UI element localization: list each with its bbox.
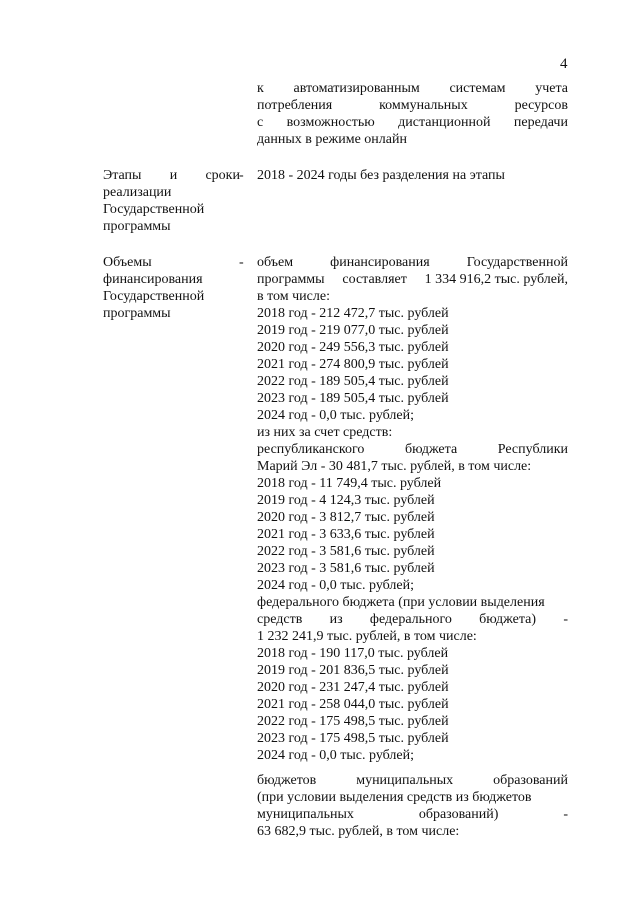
word: Республики [497, 442, 568, 457]
intro-line-4: данных в режиме онлайн [257, 132, 407, 147]
funding-year-line: 2021 год - 3 633,6 тыс. рублей [257, 527, 435, 542]
funding-year-line: 2020 год - 3 812,7 тыс. рублей [257, 510, 435, 525]
word: учета [535, 81, 568, 96]
word: ресурсов [514, 98, 568, 113]
word: составляет [342, 272, 407, 287]
intro-line-3 [257, 114, 568, 131]
word: передачи [513, 115, 568, 130]
word: образований [493, 773, 568, 788]
funding-year-line: 2020 год - 231 247,4 тыс. рублей [257, 680, 449, 695]
word: системам [449, 81, 506, 96]
funding-line: 63 682,9 тыс. рублей, в том числе: [257, 824, 460, 839]
word: Государственной [466, 255, 568, 270]
funding-line: (при условии выделения средств из бюджетов [257, 790, 532, 805]
funding-year-line: 2018 год - 190 117,0 тыс. рублей [257, 646, 449, 661]
word: муниципальных [257, 807, 354, 822]
word: программы [257, 272, 325, 287]
word: бюджета) [479, 612, 537, 627]
funding-year-line: 2024 год - 0,0 тыс. рублей; [257, 578, 415, 593]
word: и [169, 168, 178, 183]
funding-year-line: 2021 год - 258 044,0 тыс. рублей [257, 697, 449, 712]
funding-label-line-4: программы [103, 306, 171, 321]
word: средств [257, 612, 303, 627]
funding-line: федерального бюджета (при условии выделения [257, 595, 545, 610]
word: автоматизированным [293, 81, 420, 96]
word: 1 334 916,2 тыс. рублей, [424, 272, 568, 287]
stages-label-line-2: реализации [103, 185, 172, 200]
funding-line [257, 441, 568, 458]
word: возможностью [286, 115, 375, 130]
word: из [329, 612, 343, 627]
funding-year-line: 2024 год - 0,0 тыс. рублей; [257, 748, 415, 763]
funding-dash: - [239, 255, 244, 270]
funding-line: из них за счет средств: [257, 425, 393, 440]
funding-year-line: 2023 год - 189 505,4 тыс. рублей [257, 391, 449, 406]
page-number: 4 [560, 56, 568, 72]
word: дистанционной [398, 115, 491, 130]
funding-label-line-3: Государственной [103, 289, 205, 304]
word: бюджета [404, 442, 458, 457]
word: Этапы [103, 168, 142, 183]
funding-line: Марий Эл - 30 481,7 тыс. рублей, в том числе: [257, 459, 532, 474]
intro-line-1 [257, 80, 568, 97]
funding-line [257, 806, 568, 823]
funding-year-line: 2020 год - 249 556,3 тыс. рублей [257, 340, 449, 355]
intro-line-2 [257, 97, 568, 114]
word: образований) [418, 807, 499, 822]
word: федерального [369, 612, 452, 627]
funding-line [257, 772, 568, 789]
word: сроки [205, 168, 240, 183]
word: потребления [257, 98, 333, 113]
word: коммунальных [379, 98, 468, 113]
word: с [257, 115, 264, 130]
funding-line [257, 611, 568, 628]
word: бюджетов [257, 773, 317, 788]
funding-year-line: 2019 год - 201 836,5 тыс. рублей [257, 663, 449, 678]
funding-line [257, 254, 568, 271]
funding-year-line: 2018 год - 11 749,4 тыс. рублей [257, 476, 442, 491]
word: муниципальных [356, 773, 454, 788]
funding-year-line: 2021 год - 274 800,9 тыс. рублей [257, 357, 449, 372]
stages-dash: - [239, 168, 244, 183]
word: - [563, 612, 568, 627]
word: к [257, 81, 264, 96]
funding-line: 1 232 241,9 тыс. рублей, в том числе: [257, 629, 477, 644]
word: объем [257, 255, 294, 270]
word: финансирования [330, 255, 430, 270]
stages-label-line-3: Государственной [103, 202, 205, 217]
funding-year-line: 2024 год - 0,0 тыс. рублей; [257, 408, 415, 423]
stages-label-line-1 [103, 167, 240, 184]
funding-year-line: 2022 год - 189 505,4 тыс. рублей [257, 374, 449, 389]
stages-value: 2018 - 2024 годы без разделения на этапы [257, 168, 505, 183]
funding-year-line: 2023 год - 175 498,5 тыс. рублей [257, 731, 449, 746]
funding-line: в том числе: [257, 289, 330, 304]
funding-label-line-2: финансирования [103, 272, 203, 287]
word: - [563, 807, 568, 822]
funding-year-line: 2022 год - 175 498,5 тыс. рублей [257, 714, 449, 729]
funding-year-line: 2022 год - 3 581,6 тыс. рублей [257, 544, 435, 559]
word: республиканского [257, 442, 365, 457]
funding-label-line-1: Объемы [103, 255, 152, 270]
funding-year-line: 2019 год - 4 124,3 тыс. рублей [257, 493, 435, 508]
funding-line [257, 271, 568, 288]
funding-year-line: 2019 год - 219 077,0 тыс. рублей [257, 323, 449, 338]
funding-year-line: 2023 год - 3 581,6 тыс. рублей [257, 561, 435, 576]
stages-label-line-4: программы [103, 219, 171, 234]
funding-year-line: 2018 год - 212 472,7 тыс. рублей [257, 306, 449, 321]
